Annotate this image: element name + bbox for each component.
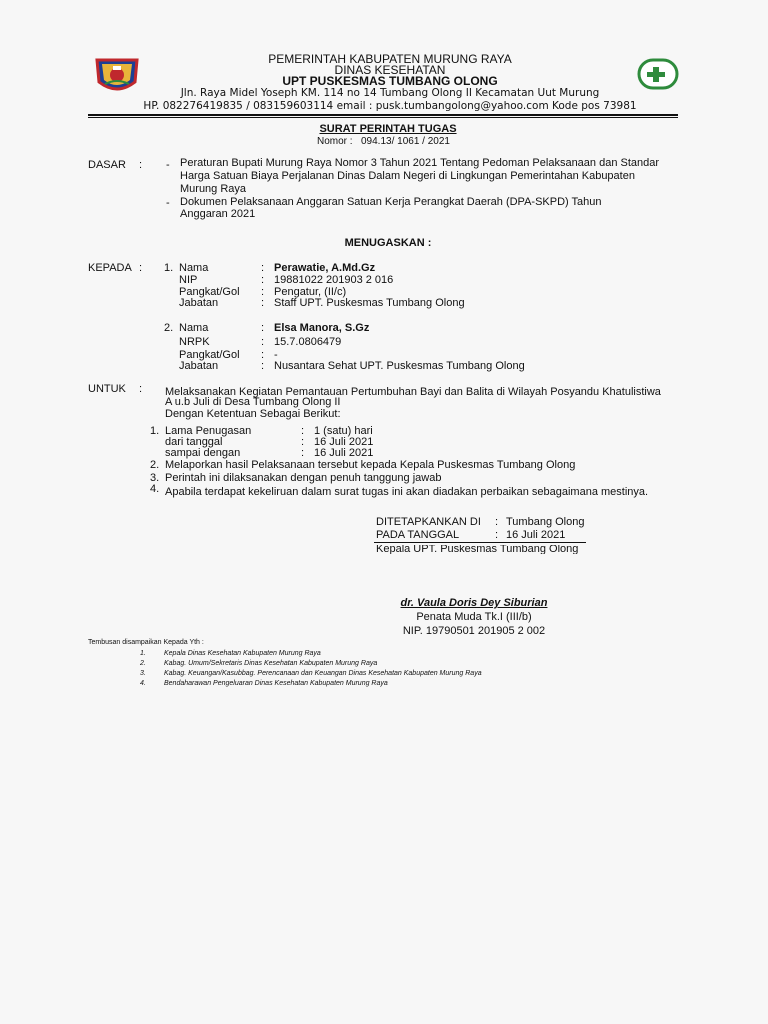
untuk-label: UNTUK <box>88 383 126 395</box>
dasar-item-2-line2: Anggaran 2021 <box>180 208 256 220</box>
ditetapkan-place-colon: : <box>495 516 499 528</box>
ditetapkan-date-label: PADA TANGGAL <box>376 529 460 541</box>
header-line3: UPT PUSKESMAS TUMBANG OLONG <box>282 74 498 88</box>
untuk-item-1-label: Lama Penugasan <box>165 425 252 437</box>
person-1-colon-pangkat: : <box>261 286 265 298</box>
untuk-point-3-text: Perintah ini dilaksanakan dengan penuh tanggung jawab <box>165 472 442 484</box>
ditetapkan-place-label: DITETAPKANKAN DI <box>376 516 481 528</box>
person-1-jabatan: Staff UPT. Puskesmas Tumbang Olong <box>274 297 465 309</box>
signatory-nip: NIP. 19790501 201905 2 002 <box>402 625 546 637</box>
person-2-colon-pangkat: : <box>261 349 265 361</box>
untuk-colon: : <box>139 383 143 395</box>
untuk-point-2-num: 2. <box>150 459 160 471</box>
ditetapkan-position: Kepala UPT. Puskesmas Tumbang Olong <box>376 545 579 554</box>
ditetapkan-date-colon: : <box>495 529 499 541</box>
header-line1: PEMERINTAH KABUPATEN MURUNG RAYA <box>268 52 512 66</box>
person-1-num: 1. <box>164 262 174 274</box>
header-line2: DINAS KESEHATAN <box>334 63 446 77</box>
tembusan-title: Tembusan disampaikan Kepada Yth : <box>88 639 204 646</box>
header-address: Jln. Raya Midel Yoseph KM. 114 no 14 Tumbang Olong II Kecamatan Uut Murung <box>180 87 600 99</box>
untuk-item-2-value: 16 Juli 2021 <box>314 436 374 448</box>
untuk-item-1-value: 1 (satu) hari <box>314 425 373 437</box>
person-1-nama: Perawatie, A.Md.Gz <box>274 262 376 274</box>
untuk-item-1-num: 1. <box>150 425 160 437</box>
signatory-rank: Penata Muda Tk.I (III/b) <box>416 611 532 623</box>
person-2-colon-jabatan: : <box>261 360 265 372</box>
person-1-label-nip: NIP <box>179 274 198 286</box>
person-2-label-nrpk: NRPK <box>179 336 210 348</box>
untuk-point-4-text: Apabila terdapat kekeliruan dalam surat tugas ini akan diadakan perbaikan sebagaimana mestinya. <box>165 486 649 498</box>
letter-number-value: 094.13/ 1061 / 2021 <box>361 136 450 147</box>
untuk-item-3-colon: : <box>301 447 305 459</box>
untuk-point-3-num: 3. <box>150 472 160 484</box>
person-2-label-jabatan: Jabatan <box>179 360 219 372</box>
tembusan-item-3-text: Kabag. Keuangan/Kasubbag. Perencanaan dan Keuangan Dinas Kesehatan Kabupaten Murung Raya <box>164 670 482 677</box>
ditetapkan-date-value: 16 Juli 2021 <box>506 529 566 541</box>
signatory-name: dr. Vaula Doris Dey Siburian <box>400 597 548 609</box>
person-1-label-pangkat: Pangkat/Gol <box>179 286 240 298</box>
dasar-bullet-1: - <box>166 159 170 171</box>
letter-number-label: Nomor : <box>317 136 353 147</box>
kepada-colon: : <box>139 262 143 274</box>
header-divider <box>88 114 678 116</box>
untuk-line3: Dengan Ketentuan Sebagai Berikut: <box>165 408 341 420</box>
untuk-point-4-num: 4. <box>150 483 160 495</box>
dasar-item-1-line1: Peraturan Bupati Murung Raya Nomor 3 Tahun 2021 Tentang Pedoman Pelaksanaan dan Standar <box>180 157 660 169</box>
tembusan-item-3-num: 3. <box>140 670 146 677</box>
tembusan-item-4-text: Bendaharawan Pengeluaran Dinas Kesehatan Kabupaten Murung Raya <box>164 680 388 687</box>
person-2-num: 2. <box>164 322 174 334</box>
dasar-colon: : <box>139 159 143 171</box>
person-1-colon-nip: : <box>261 274 265 286</box>
dasar-label: DASAR <box>88 159 126 171</box>
tembusan-item-2-text: Kabag. Umum/Sekretaris Dinas Kesehatan Kabupaten Murung Raya <box>164 660 378 667</box>
person-2-label-pangkat: Pangkat/Gol <box>179 349 240 361</box>
tembusan-item-4-num: 4. <box>140 680 146 687</box>
person-2-jabatan: Nusantara Sehat UPT. Puskesmas Tumbang Olong <box>274 360 525 372</box>
header-contact: HP. 082276419835 / 083159603114 email : pusk.tumbangolong@yahoo.com Kode pos 73981 <box>143 100 637 112</box>
untuk-item-3-value: 16 Juli 2021 <box>314 447 374 459</box>
murung-raya-emblem-icon <box>93 56 141 96</box>
dasar-item-2-line1: Dokumen Pelaksanaan Anggaran Satuan Kerja Perangkat Daerah (DPA-SKPD) Tahun <box>180 196 602 208</box>
menugaskan-heading: MENUGASKAN : <box>344 237 432 249</box>
untuk-line2: A u.b Juli di Desa Tumbang Olong II <box>165 396 341 408</box>
person-2-nama: Elsa Manora, S.Gz <box>274 322 370 334</box>
tembusan-item-1-num: 1. <box>140 650 146 657</box>
untuk-item-1-colon: : <box>301 425 305 437</box>
person-1-colon-jabatan: : <box>261 297 265 309</box>
ditetapkan-place-value: Tumbang Olong <box>506 516 585 528</box>
untuk-item-3-label: sampai dengan <box>165 447 241 459</box>
person-2-label-nama: Nama <box>179 322 209 334</box>
ditetapkan-divider <box>374 542 586 543</box>
untuk-line1: Melaksanakan Kegiatan Pemantauan Pertumbuhan Bayi dan Balita di Wilayah Posyandu Khatulistiwa <box>165 386 661 398</box>
untuk-item-2-label: dari tanggal <box>165 436 223 448</box>
kepada-label: KEPADA <box>88 262 132 274</box>
tembusan-item-2-num: 2. <box>140 660 146 667</box>
person-1-nip: 19881022 201903 2 016 <box>274 274 394 286</box>
untuk-item-2-colon: : <box>301 436 305 448</box>
person-2-colon-nrpk: : <box>261 336 265 348</box>
untuk-point-2-text: Melaporkan hasil Pelaksanaan tersebut kepada Kepala Puskesmas Tumbang Olong <box>165 459 576 471</box>
person-2-nrpk: 15.7.0806479 <box>274 336 342 348</box>
dasar-bullet-2: - <box>166 197 170 209</box>
person-2-colon-nama: : <box>261 322 265 334</box>
tembusan-item-1-text: Kepala Dinas Kesehatan Kabupaten Murung Raya <box>164 650 321 657</box>
dasar-item-1-line2: Harga Satuan Biaya Perjalanan Dinas Dalam Negeri di Lingkungan Pemerintahan Kabupaten <box>180 170 635 182</box>
person-1-label-nama: Nama <box>179 262 209 274</box>
letter-title: SURAT PERINTAH TUGAS <box>319 123 457 135</box>
person-1-pangkat: Pengatur, (II/c) <box>274 286 347 298</box>
person-2-pangkat: - <box>274 349 278 361</box>
dasar-item-1-line3: Murung Raya <box>180 183 247 195</box>
person-1-label-jabatan: Jabatan <box>179 297 219 309</box>
header-divider-thin <box>88 117 678 118</box>
health-cross-logo-icon <box>637 58 679 90</box>
person-1-colon-nama: : <box>261 262 265 274</box>
